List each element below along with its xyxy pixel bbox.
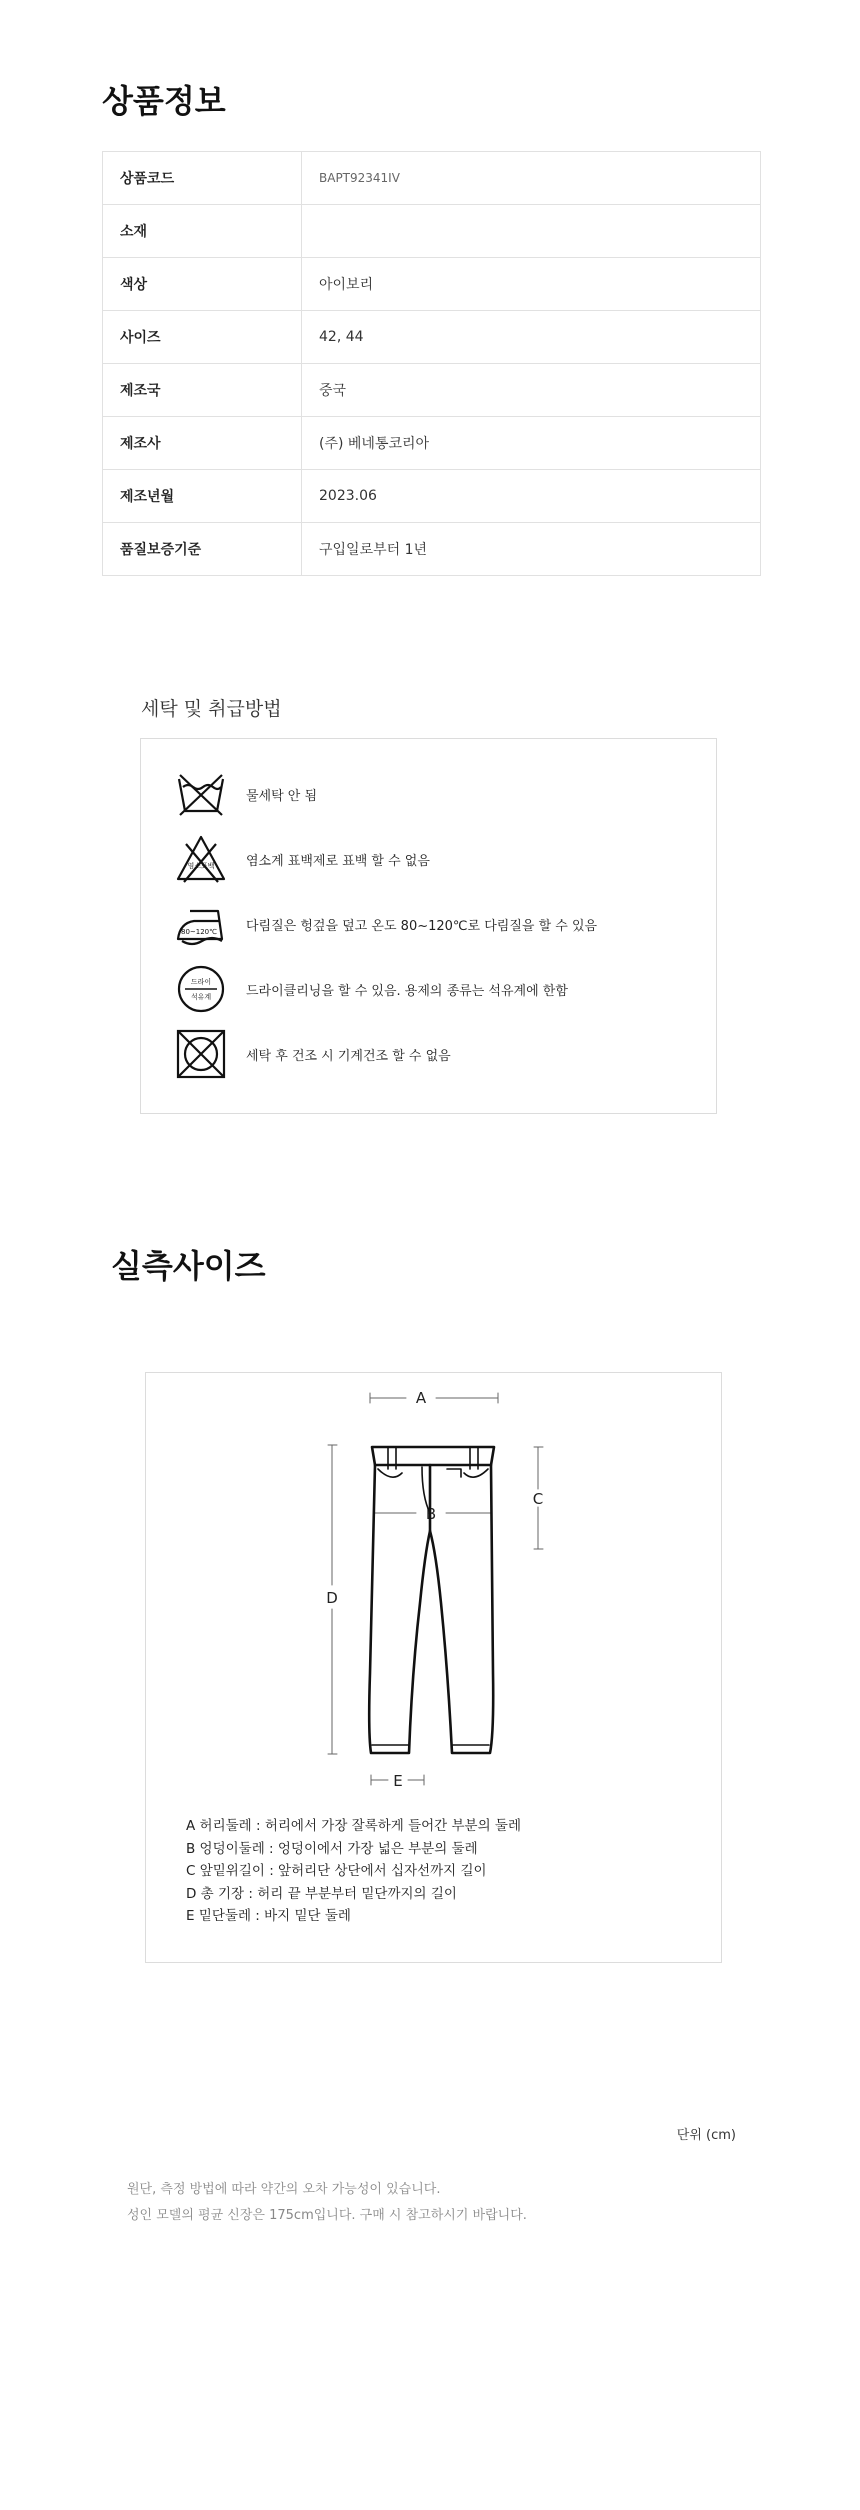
row-value: 구입일로부터 1년 — [302, 523, 761, 576]
legend-item: C 앞밑위길이 : 앞허리단 상단에서 십자선까지 길이 — [186, 1863, 487, 1879]
label-b: B — [425, 1505, 437, 1523]
row-value: 중국 — [302, 364, 761, 417]
label-c: C — [532, 1490, 544, 1508]
legend-item: B 엉덩이둘레 : 엉덩이에서 가장 넓은 부분의 둘레 — [186, 1840, 478, 1857]
icon-label: 염소표백 — [187, 862, 215, 870]
label-e: E — [393, 1772, 403, 1790]
no-water-wash-icon — [174, 767, 228, 821]
care-item — [174, 897, 597, 951]
iron-with-cloth-icon — [174, 897, 228, 951]
care-item-text: 세탁 후 건조 시 기계건조 할 수 없음 — [246, 1048, 451, 1064]
row-label: 색상 — [103, 258, 302, 311]
size-notes — [127, 2177, 527, 2229]
legend-item: D 총 기장 : 허리 끝 부분부터 밑단까지의 길이 — [186, 1885, 457, 1902]
row-label: 품질보증기준 — [103, 523, 302, 576]
legend-item: E 밑단둘레 : 바지 밑단 둘레 — [186, 1908, 351, 1924]
row-label: 소재 — [103, 205, 302, 258]
row-value: (주) 베네통코리아 — [302, 417, 761, 470]
table-row — [103, 205, 761, 258]
product-info-title: 상품정보 — [102, 82, 226, 120]
dry-clean-petroleum-icon — [174, 962, 228, 1016]
table-row — [103, 311, 761, 364]
care-item — [174, 962, 568, 1016]
care-title: 세탁 및 취급방법 — [141, 698, 282, 720]
care-box — [140, 738, 717, 1114]
care-item-text: 드라이클리닝을 할 수 있음. 용제의 종류는 석유계에 한함 — [246, 983, 568, 999]
table-row — [103, 258, 761, 311]
care-item-text: 염소계 표백제로 표백 할 수 없음 — [246, 853, 430, 869]
icon-label: 80~120℃ — [181, 928, 217, 936]
table-row — [103, 364, 761, 417]
row-value: 아이보리 — [302, 258, 761, 311]
row-value: 42, 44 — [302, 311, 761, 364]
care-item — [174, 767, 317, 821]
size-title: 실측사이즈 — [111, 1247, 266, 1285]
care-item — [174, 1027, 451, 1081]
size-diagram-box — [145, 1372, 722, 1963]
table-row — [103, 470, 761, 523]
row-value: BAPT92341IV — [302, 152, 761, 205]
row-value: 2023.06 — [302, 470, 761, 523]
row-label: 제조국 — [103, 364, 302, 417]
care-item-text: 다림질은 헝겊을 덮고 온도 80~120℃로 다림질을 할 수 있음 — [246, 918, 598, 934]
care-item-text: 물세탁 안 됨 — [246, 788, 318, 804]
icon-label: 석유계 — [190, 993, 212, 1001]
label-a: A — [415, 1389, 427, 1407]
note-line: 성인 모델의 평균 신장은 175cm입니다. 구매 시 참고하시기 바랍니다. — [127, 2208, 527, 2223]
label-d: D — [326, 1589, 338, 1607]
row-label: 사이즈 — [103, 311, 302, 364]
product-info-table — [102, 151, 761, 576]
size-unit-label: 단위 (cm) — [676, 2128, 736, 2143]
row-label: 제조년월 — [103, 470, 302, 523]
care-item — [174, 832, 430, 886]
no-tumble-dry-icon — [174, 1027, 228, 1081]
row-label: 제조사 — [103, 417, 302, 470]
no-chlorine-bleach-icon — [174, 832, 228, 886]
row-label: 상품코드 — [103, 152, 302, 205]
table-row — [103, 417, 761, 470]
size-legend — [186, 1815, 521, 1928]
icon-label: 드라이 — [190, 978, 212, 986]
note-line: 원단, 측정 방법에 따라 약간의 오차 가능성이 있습니다. — [127, 2182, 441, 2197]
table-row — [103, 523, 761, 576]
legend-item: A 허리둘레 : 허리에서 가장 잘록하게 들어간 부분의 둘레 — [186, 1818, 522, 1834]
table-row — [103, 152, 761, 205]
row-value — [302, 205, 761, 258]
pants-diagram — [146, 1373, 723, 1793]
